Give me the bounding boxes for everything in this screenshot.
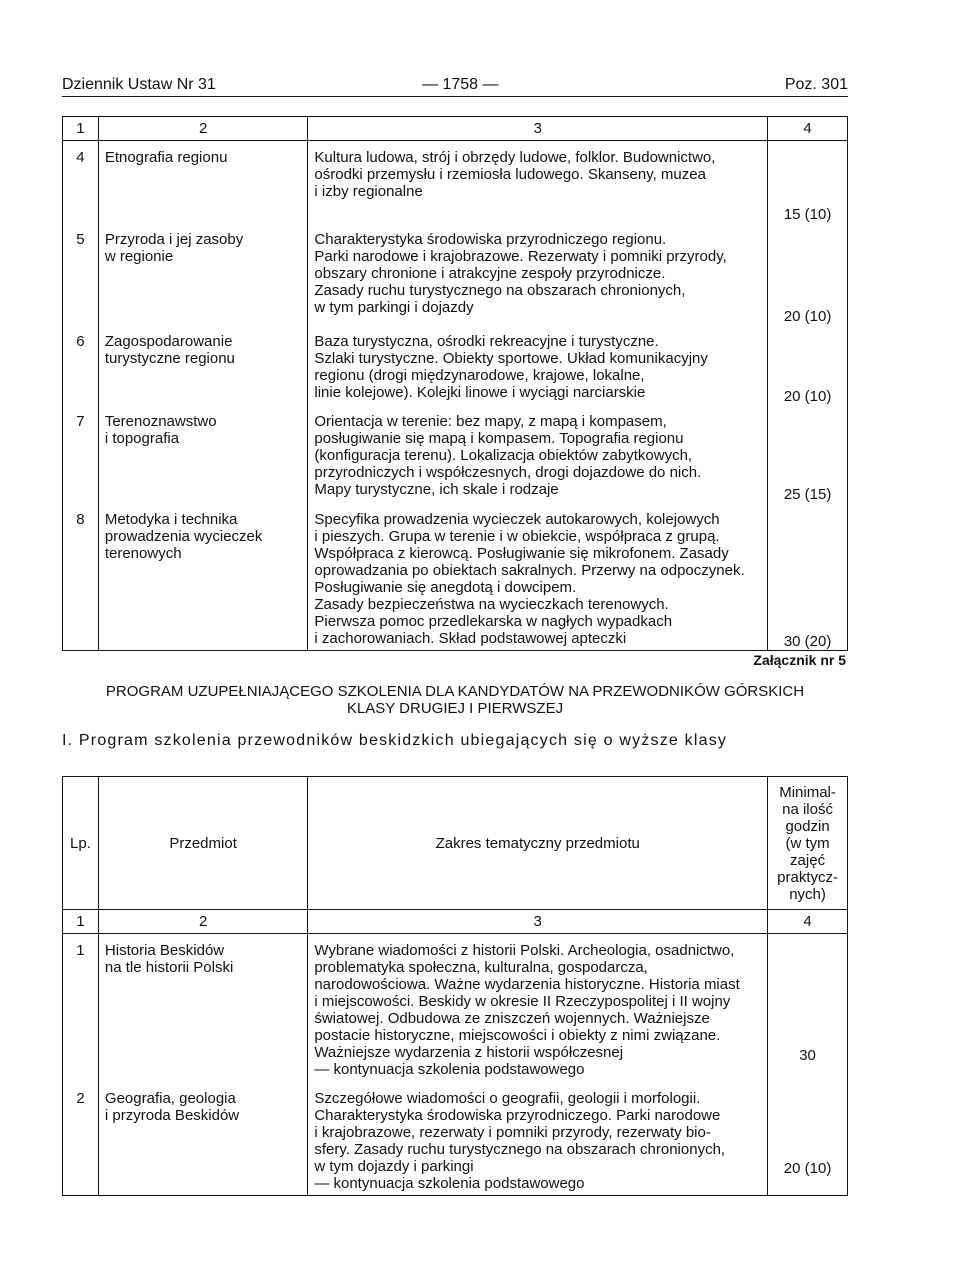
scope-line: regionu (drogi międzynarodowe, krajowe, lokalne, bbox=[314, 366, 645, 384]
column-number-row bbox=[63, 910, 848, 934]
scope-cell bbox=[308, 223, 768, 325]
scope-line: Kultura ludowa, strój i obrzędy ludowe, folklor. Budownictwo, bbox=[314, 149, 716, 166]
column-number: 3 bbox=[308, 910, 768, 934]
scope-line: oprowadzania po obiektach sakralnych. Przerwy na odpoczynek. bbox=[314, 561, 745, 579]
hours-cell: 30 (20) bbox=[768, 503, 848, 651]
scope-cell bbox=[308, 1082, 768, 1196]
header-lp: Lp. bbox=[63, 777, 99, 910]
annex-label: Załącznik nr 5 bbox=[753, 652, 846, 668]
subject-line: w regionie bbox=[104, 247, 174, 265]
scope-line: Zasady ruchu turystycznego na obszarach chronionych, bbox=[314, 281, 686, 299]
column-number: 1 bbox=[63, 910, 99, 934]
row-number: 2 bbox=[63, 1082, 99, 1196]
program-title bbox=[62, 683, 848, 717]
scope-line: i izby regionalne bbox=[314, 183, 423, 200]
page-header bbox=[62, 74, 848, 97]
scope-line: — kontynuacja szkolenia podstawowego bbox=[314, 1174, 585, 1192]
table-row bbox=[63, 503, 848, 651]
scope-line: i zachorowaniach. Skład podstawowej apteczki bbox=[314, 629, 627, 647]
column-number: 1 bbox=[63, 117, 99, 141]
scope-line: Charakterystyka środowiska przyrodniczego regionu. bbox=[314, 230, 667, 248]
table-row bbox=[63, 141, 848, 223]
subject-line: Przyroda i jej zasoby bbox=[104, 230, 244, 248]
subject-line: prowadzenia wycieczek bbox=[104, 527, 263, 545]
header-hours-line: na ilość bbox=[782, 800, 833, 818]
header-hours-line: (w tym bbox=[785, 834, 830, 852]
column-number-row bbox=[63, 117, 848, 141]
subject-cell bbox=[98, 223, 308, 325]
scope-cell bbox=[308, 141, 768, 223]
scope-line: linie kolejowe). Kolejki linowe i wyciągi narciarskie bbox=[314, 383, 646, 401]
header-hours-line: nych) bbox=[789, 885, 826, 903]
scope-line: i pieszych. Grupa w terenie i w obiekcie, współpraca z grupą. bbox=[314, 527, 720, 545]
scope-line: światowej. Odbudowa ze zniszczeń wojennych. Ważniejsze bbox=[314, 1010, 710, 1027]
section-title: I. Program szkolenia przewodników beskidzkich ubiegających się o wyższe klasy bbox=[62, 732, 728, 749]
header-hours bbox=[768, 777, 848, 910]
scope-cell bbox=[308, 934, 768, 1082]
position-number: Poz. 301 bbox=[784, 76, 848, 93]
scope-line: problematyka społeczna, kulturalna, gospodarcza, bbox=[314, 959, 648, 976]
hours-cell: 20 (10) bbox=[768, 325, 848, 405]
scope-line: Pierwsza pomoc przedlekarska w nagłych wypadkach bbox=[314, 612, 673, 630]
subject-line: i topografia bbox=[104, 429, 180, 447]
subject-cell bbox=[98, 141, 308, 223]
header-scope: Zakres tematyczny przedmiotu bbox=[308, 777, 768, 910]
row-number: 8 bbox=[63, 503, 99, 651]
scope-line: Mapy turystyczne, ich skale i rodzaje bbox=[314, 480, 559, 498]
subject-line: turystyczne regionu bbox=[104, 349, 235, 367]
journal-title: Dziennik Ustaw Nr 31 bbox=[62, 76, 216, 93]
scope-line: i krajobrazowe, rezerwaty i pomniki przyrody, rezerwaty bio- bbox=[314, 1123, 711, 1141]
row-number: 7 bbox=[63, 405, 99, 503]
scope-cell bbox=[308, 503, 768, 651]
header-hours-line: praktycz- bbox=[777, 868, 838, 886]
curriculum-table bbox=[62, 776, 848, 1196]
scope-line: Współpraca z kierowcą. Posługiwanie się mikrofonem. Zasady bbox=[314, 544, 729, 562]
row-number: 4 bbox=[63, 141, 99, 223]
header-hours-line: Minimal- bbox=[779, 783, 836, 801]
subject-cell bbox=[98, 934, 307, 1082]
table-row bbox=[63, 1082, 848, 1196]
scope-line: ośrodki przemysłu i rzemiosła ludowego. Skanseny, muzea bbox=[314, 166, 706, 183]
header-hours-line: zajęć bbox=[790, 851, 826, 869]
program-title-line: PROGRAM UZUPEŁNIAJĄCEGO SZKOLENIA DLA KANDYDATÓW NA PRZEWODNIKÓW GÓRSKICH bbox=[105, 683, 805, 700]
subject-line: Etnografia regionu bbox=[104, 149, 228, 166]
subject-cell bbox=[98, 503, 308, 651]
column-number: 4 bbox=[768, 117, 848, 141]
subject-cell bbox=[98, 1082, 307, 1196]
row-number: 5 bbox=[63, 223, 99, 325]
scope-line: Parki narodowe i krajobrazowe. Rezerwaty i pomniki przyrody, bbox=[314, 247, 727, 265]
header-subject: Przedmiot bbox=[98, 777, 307, 910]
subject-line: Geografia, geologia bbox=[104, 1089, 236, 1107]
scope-line: narodowościowa. Ważne wydarzenia historyczne. Historia miast bbox=[314, 976, 740, 993]
curriculum-table-continued bbox=[62, 116, 848, 651]
scope-line: Specyfika prowadzenia wycieczek autokarowych, kolejowych bbox=[314, 510, 720, 528]
scope-line: Szczegółowe wiadomości o geografii, geologii i morfologii. bbox=[314, 1089, 701, 1107]
table-row bbox=[63, 934, 848, 1082]
scope-line: Charakterystyka środowiska przyrodniczego. Parki narodowe bbox=[314, 1106, 721, 1124]
scope-line: i miejscowości. Beskidy w okresie II Rzeczypospolitej i II wojny bbox=[314, 993, 731, 1010]
hours-cell: 20 (10) bbox=[768, 223, 848, 325]
subject-line: Metodyka i technika bbox=[104, 510, 238, 528]
subject-line: i przyroda Beskidów bbox=[104, 1106, 240, 1124]
subject-line: Zagospodarowanie bbox=[104, 332, 233, 350]
column-number: 2 bbox=[98, 117, 308, 141]
scope-line: w tym parkingi i dojazdy bbox=[314, 298, 474, 316]
scope-line: Posługiwanie się anegdotą i dowcipem. bbox=[314, 578, 577, 596]
hours-cell: 20 (10) bbox=[768, 1082, 848, 1196]
page-number: — 1758 — bbox=[422, 76, 499, 93]
scope-cell bbox=[308, 405, 768, 503]
row-number: 6 bbox=[63, 325, 99, 405]
column-number: 3 bbox=[308, 117, 768, 141]
subject-line: na tle historii Polski bbox=[104, 959, 234, 976]
subject-line: Terenoznawstwo bbox=[104, 412, 217, 430]
table-row bbox=[63, 325, 848, 405]
scope-line: w tym dojazdy i parkingi bbox=[314, 1157, 474, 1175]
subject-cell bbox=[98, 405, 308, 503]
hours-cell: 30 bbox=[768, 934, 848, 1082]
scope-line: obszary chronione i atrakcyjne zespoły przyrodnicze. bbox=[314, 264, 666, 282]
hours-cell: 15 (10) bbox=[768, 141, 848, 223]
row-number: 1 bbox=[63, 934, 99, 1082]
scope-line: Baza turystyczna, ośrodki rekreacyjne i turystyczne. bbox=[314, 332, 659, 350]
scope-line: Orientacja w terenie: bez mapy, z mapą i kompasem, bbox=[314, 412, 667, 430]
column-header-row bbox=[63, 777, 848, 910]
scope-line: Szlaki turystyczne. Obiekty sportowe. Układ komunikacyjny bbox=[314, 349, 708, 367]
header-hours-line: godzin bbox=[785, 817, 830, 835]
scope-line: Zasady bezpieczeństwa na wycieczkach terenowych. bbox=[314, 595, 669, 613]
scope-line: przyrodniczych i współczesnych, drogi dojazdowe do nich. bbox=[314, 463, 702, 481]
subject-line: terenowych bbox=[104, 544, 182, 562]
subject-cell bbox=[98, 325, 308, 405]
scope-line: — kontynuacja szkolenia podstawowego bbox=[314, 1061, 585, 1078]
scope-line: Wybrane wiadomości z historii Polski. Archeologia, osadnictwo, bbox=[314, 942, 735, 959]
scope-line: sfery. Zasady ruchu turystycznego na obszarach chronionych, bbox=[314, 1140, 726, 1158]
hours-cell: 25 (15) bbox=[768, 405, 848, 503]
column-number: 4 bbox=[768, 910, 848, 934]
scope-line: postacie historyczne, miejscowości i obiekty z nimi związane. bbox=[314, 1027, 721, 1044]
subject-line: Historia Beskidów bbox=[104, 942, 225, 959]
column-number: 2 bbox=[98, 910, 307, 934]
table-row bbox=[63, 223, 848, 325]
scope-line: (konfiguracja terenu). Lokalizacja obiektów zabytkowych, bbox=[314, 446, 693, 464]
scope-line: Ważniejsze wydarzenia z historii współczesnej bbox=[314, 1044, 624, 1061]
scope-cell bbox=[308, 325, 768, 405]
scope-line: posługiwanie się mapą i kompasem. Topografia regionu bbox=[314, 429, 684, 447]
program-title-line: KLASY DRUGIEJ I PIERWSZEJ bbox=[346, 700, 564, 717]
table-row bbox=[63, 405, 848, 503]
